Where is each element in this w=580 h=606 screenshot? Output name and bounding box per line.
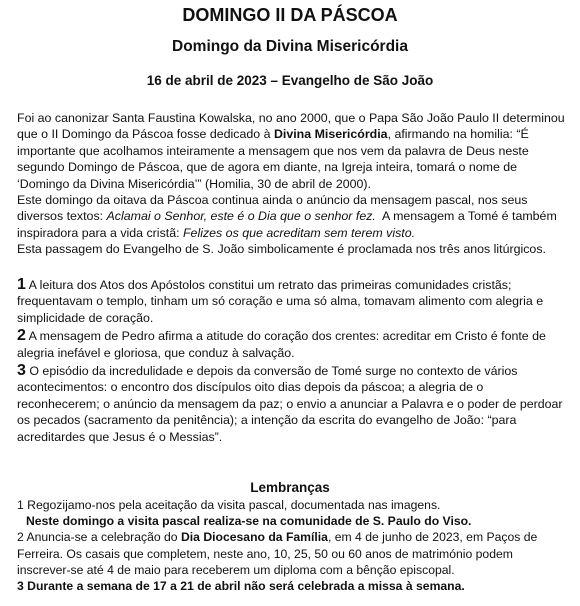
lembranca-2 <box>17 529 569 578</box>
intro-paragraph-2 <box>17 192 567 241</box>
lembranca-text: , em 4 de junho de 2023, em Paços de Ferreira. Os casais que completem, neste ano, 10, 25, 50 ou 60 anos de matrimónio podem inscrever-se até 4 de maio para receberem um diploma com a bênção episcopal. <box>17 530 538 577</box>
lembrancas-title: Lembranças <box>250 480 330 495</box>
intro-italic: Felizes os que acreditam sem terem visto. <box>182 225 416 240</box>
lembranca-3 <box>17 578 569 594</box>
item-number: 1 <box>17 276 26 293</box>
date-line: 16 de abril de 2023 – Evangelho de São João <box>146 73 434 88</box>
reflection-item <box>17 328 567 361</box>
lembranca-bold: Dia Diocesano da Família <box>180 530 328 545</box>
reflection-list <box>17 277 567 447</box>
intro-bold: Divina Misericórdia <box>273 127 388 142</box>
page-title: DOMINGO II DA PÁSCOA <box>182 5 398 25</box>
intro-text: Este domingo da oitava da Páscoa continua ainda o anúncio da mensagem pascal, nos seus diversos textos: <box>17 193 528 224</box>
intro-text: Foi ao canonizar Santa Faustina Kowalska, no ano 2000, que o Papa São João Paulo II determinou que o II Domingo da Páscoa fosse dedicado à <box>17 111 565 142</box>
lembranca-1: 1 Regozijamo-nos pela aceitação da visita pascal, documentada nas imagens. <box>17 498 441 512</box>
intro-paragraph-3: Esta passagem do Evangelho de S. João simbolicamente é proclamada nos três anos litúrgicos. <box>17 242 546 257</box>
intro-text: , afirmando na homilia: “É importante que acolhamos inteiramente a mensagem que nos vem da palavra de Deus neste segundo Domingo de Páscoa, que de agora em diante, na Igreja inteira, tomará o nome de ‘Domingo da Divina Misericórdia’” (Homilia, 30 de abril de 2000). <box>17 127 529 191</box>
intro-text: A mensagem a Tomé é também inspiradora para a vida cristã: <box>17 209 561 240</box>
item-text: A leitura dos Atos dos Apóstolos constitui um retrato das primeiras comunidades cristãs; frequentavam o templo, tinham um só coração e uma só alma, tomavam alimento com alegria e simplicidade de coração. <box>17 278 544 325</box>
item-number: 3 <box>17 362 26 380</box>
reflection-item <box>17 363 567 445</box>
lembranca-text: 2 Anuncia-se a celebração do <box>17 530 181 545</box>
lembranca-bold: 3 Durante a semana de 17 a 21 de abril não será celebrada a missa à semana. <box>17 579 465 594</box>
reflection-item <box>17 277 567 326</box>
page-subtitle: Domingo da Divina Misericórdia <box>172 38 408 55</box>
item-text: A mensagem de Pedro afirma a atitude do coração dos crentes: acreditar em Cristo é fonte de alegria inefável e gloriosa, que conduz à salvação. <box>17 329 546 360</box>
intro-paragraph-1 <box>17 110 567 192</box>
item-number: 2 <box>17 327 26 345</box>
intro-italic: Aclamai o Senhor, este é o Dia que o senhor fez. <box>106 209 376 224</box>
item-text: O episódio da incredulidade e depois da conversão de Tomé surge no contexto de vários acontecimentos: o encontro dos discípulos oito dias depois da páscoa; a alegria de o reconhecerem; o anúncio da mensagem da paz; o envio a anunciar a Palavra e o poder de perdoar os pecados (sacramento da penitência); a intenção da escrita do evangelho de João: “para acreditardes que Jesus é o Messias”. <box>17 364 563 444</box>
lembranca-1-note: Neste domingo a visita pascal realiza-se na comunidade de S. Paulo do Viso. <box>26 514 472 529</box>
lembrancas-section <box>17 497 569 594</box>
intro-section <box>17 110 567 258</box>
